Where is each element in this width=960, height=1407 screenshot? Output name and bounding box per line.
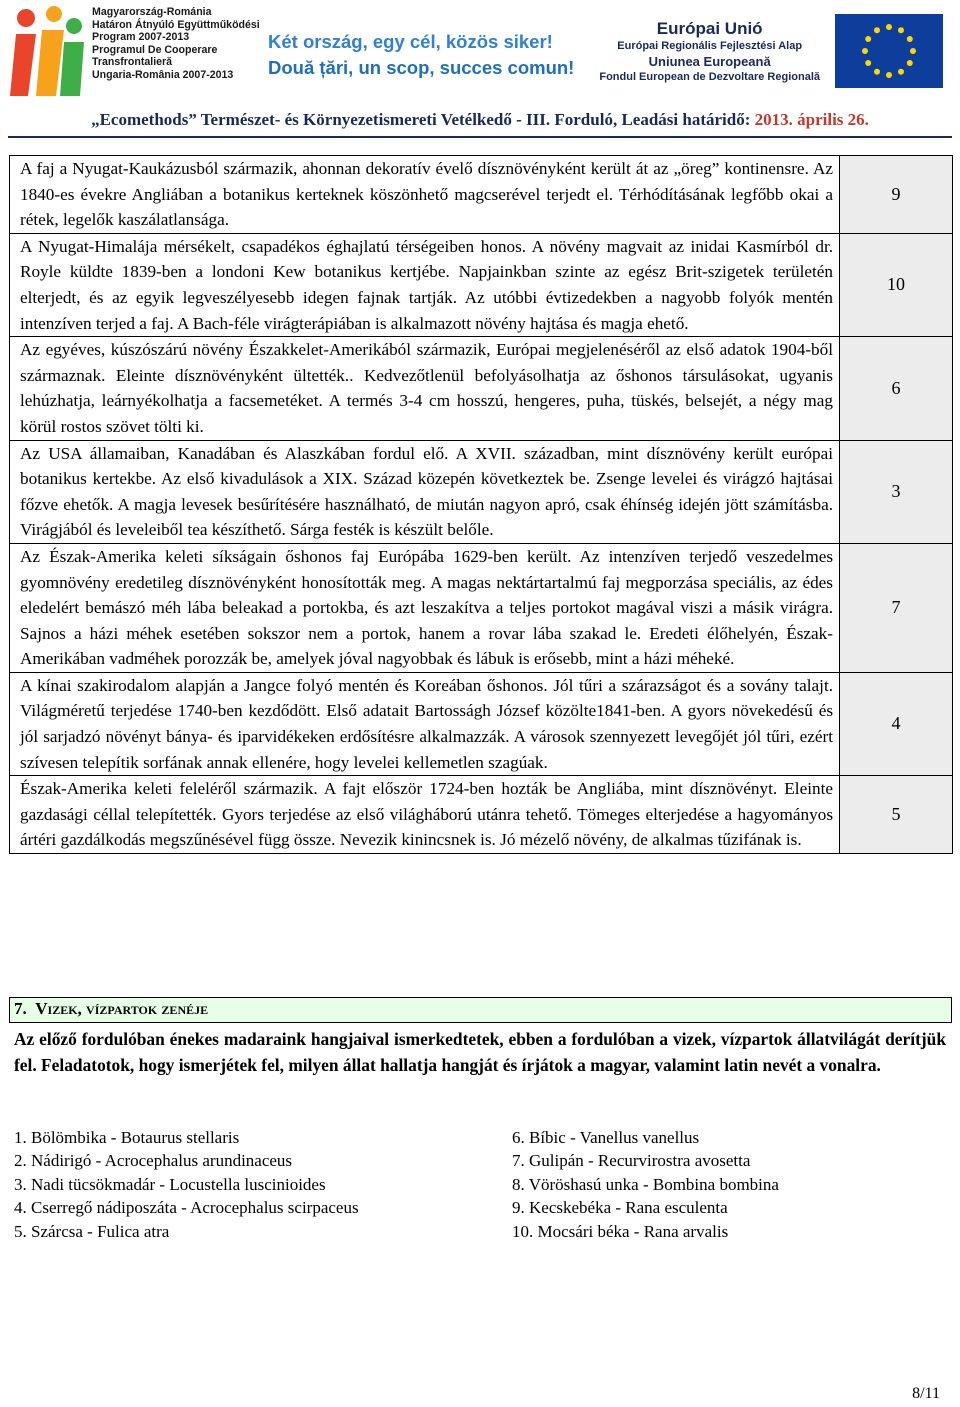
description-line: Napjainkban szinte az egész Brit-szigetek területén elterjedt, és az egyik legveszélyesebb — [20, 262, 834, 307]
species-item: 6. Bíbic - Vanellus vanellus — [512, 1128, 700, 1147]
description-line: Észak-Amerika keleti feleléről származik. A fajt először 1724-ben hozták be Angliába, mint — [20, 779, 683, 799]
description-line: porozzák be, amelyek jóval nagyobbak és lábuk is erősebb, mint a házi méheké. — [184, 649, 735, 669]
description-line: Az egyéves, kúszószárú növény Északkelet-Amerikából származik, Európai megjelenéséről az — [20, 340, 681, 360]
answer-number: 4 — [840, 672, 953, 775]
program-logo — [6, 4, 88, 100]
species-item: 1. Bölömbika - Botaurus stellaris — [14, 1128, 240, 1147]
species-list-left — [14, 1126, 359, 1243]
deadline-date: 2013. április 26. — [754, 110, 869, 129]
description-line: veszedelmes gyomnövény eredetileg dísznövényként honosították meg. A magas nektártartalmú — [20, 546, 834, 592]
contest-header-text: „Ecomethods” Természet- és Környezetismereti Vetélkedő - III. Forduló, Leadási határidő: — [91, 110, 755, 129]
description-line: Virágjából és leveleiből tea készíthető. Sárga festék is készült belőle. — [20, 520, 494, 540]
description-line: Nevezik kinincsnek is. Jó mézelő növény, de alkalmas tűzifának is. — [339, 830, 802, 850]
program-line: Ungaria-România 2007-2013 — [92, 68, 234, 81]
table-row — [10, 440, 953, 543]
eu-line: Európai Unió — [656, 19, 763, 38]
species-list-right — [512, 1126, 779, 1243]
answer-number: 5 — [840, 776, 953, 854]
eu-line: Európai Regionális Fejlesztési Alap — [617, 40, 803, 52]
eu-star-icon — [874, 27, 880, 33]
page-number: 8/11 — [912, 1385, 940, 1402]
table-row — [10, 156, 953, 234]
section-intro: Az előző fordulóban énekes madaraink hangjaival ismerkedtetek, ebben a fordulóban a vizek, vízpartok állatvilágát derítjük fel. Feladatotok, hogy ismerjétek fel, milyen állat hallatja hangját és írjátok a magyar, valamint latin nevét a vonalra. — [14, 1029, 946, 1075]
table-row — [10, 776, 953, 854]
table-row — [10, 337, 953, 440]
eu-star-icon — [907, 60, 913, 66]
eu-star-icon — [865, 36, 871, 42]
plant-description — [10, 776, 840, 854]
description-line: dísznövényt. Eleinte gazdasági céllal telepítették. Gyors terjedése az első világháború utánra — [20, 779, 833, 824]
slogan-romanian: Două țări, un scop, succes comun! — [268, 57, 575, 78]
table-row — [10, 672, 953, 775]
plant-description — [10, 233, 840, 336]
program-line: Határon Átnyúló Együttműködési — [92, 18, 260, 31]
description-line: A faj a Nyugat-Kaukázusból származik, ahonnan dekoratív évelő dísznövényként került át — [20, 159, 649, 178]
eu-flag-icon — [835, 14, 943, 88]
description-line: faj megporzása speciális, az édes eledelért bemászó méh lába beleakad a portokba, és azt — [20, 572, 833, 618]
species-item: 2. Nádirigó - Acrocephalus arundinaceus — [14, 1151, 293, 1171]
contest-header — [0, 110, 960, 130]
description-line: dísznövény került európai botanikus kertekbe. Az első kivadulások a XIX. Század közepén — [20, 443, 833, 489]
table-row — [10, 233, 953, 336]
description-line: idegen fajnak tartják. Az utóbbi évtizedekben a nagyobb folyók mentén intenzíven terjed a — [20, 287, 834, 333]
description-line: befolyásolhatja az őshonos társulásokat, ugyanis lehúzhatja, leárnyékolhatja a facsemetéket. A — [20, 365, 833, 411]
description-line: első adatok 1904-ből származnak. Eleinte dísznövényként ültették.. Kedvezőtlenül — [20, 340, 834, 385]
section-title — [14, 999, 208, 1019]
answer-number: 10 — [840, 233, 953, 336]
eu-star-icon — [898, 69, 904, 75]
header-banner — [0, 0, 960, 108]
eu-star-icon — [865, 60, 871, 66]
species-item: 8. Vöröshasú unka - Bombina bombina — [512, 1174, 779, 1194]
description-line: magcserével terjedt el. Térhódításának legfőbb okai a rétek, legelők kaszálatlansága. — [20, 184, 833, 230]
description-line: az inidai Kasmírból dr. Royle küldte 1839-ben a londoni Kew botanikus kertjébe. — [20, 236, 834, 282]
species-item: 4. Cserregő nádiposzáta - Acrocephalus scirpaceus — [14, 1198, 359, 1218]
plant-description — [10, 543, 840, 672]
description-line: iparvidékeken erdősítésre alkalmazzák. A városok szennyezett levegőjét jól tűri, ezért — [237, 727, 833, 747]
plant-description-table — [9, 155, 953, 854]
section-heading: Vizek, vízpartok zenéje — [35, 999, 209, 1018]
eu-line: Uniunea Europeană — [648, 54, 771, 69]
description-line: az „öreg” kontinensre. Az 1840-es évekre Angliában a botanikus kerteknek köszönhető — [20, 159, 833, 204]
description-line: termés 3-4 cm hosszú, hengeres, puha, tüskés, belsejét, a négy mag körül rostos szövet tölti ki. — [20, 391, 834, 436]
plant-description — [10, 672, 840, 775]
answer-number: 3 — [840, 440, 953, 543]
eu-star-icon — [886, 72, 892, 78]
species-item: 5. Szárcsa - Fulica atra — [14, 1221, 170, 1241]
species-item: 10. Mocsári béka - Rana arvalis — [512, 1221, 729, 1241]
answer-number: 6 — [840, 337, 953, 440]
header-divider — [8, 136, 952, 138]
section-number: 7. — [14, 999, 27, 1018]
description-line: Az USA államaiban, Kanadában és Alaszkában fordul elő. A XVII. században, mint — [20, 443, 639, 463]
program-line: Programul De Cooperare — [92, 43, 218, 56]
eu-fund-text — [599, 18, 820, 85]
plant-description — [10, 337, 840, 440]
description-line: Bartosságh József közölte1841-ben. A gyors növekedésű és jól sarjadzó növényt bánya- és — [20, 701, 834, 747]
description-line: nem a portok, hanem a rovar lába szakad le. Eredeti élőhelyén, Észak-Amerikában vadméhek — [20, 623, 833, 669]
description-line: besűrítésére használható, de miután nagyon apró, csak éhínség idején jött számításba. — [237, 494, 833, 514]
eu-star-icon — [907, 36, 913, 42]
description-line: következtek be. Zsenge levelei és virágzó hajtásai főzve ehetők. A magja levesek — [20, 469, 833, 514]
description-line: A Nyugat-Himalája mérsékelt, csapadékos éghajlatú térségeiben honos. A növény magvait — [20, 236, 663, 256]
eu-star-icon — [874, 69, 880, 75]
program-line: Program 2007-2013 — [92, 31, 190, 44]
answer-number: 7 — [840, 543, 953, 672]
eu-star-icon — [910, 48, 916, 54]
program-line: Magyarország-Románia — [92, 6, 212, 18]
description-line: leszakítva a teljes portokot magával viszi a másik virágra. Sajnos a házi méhek esetében sokszor — [20, 598, 833, 643]
plant-description — [10, 156, 840, 234]
species-item: 9. Kecskebéka - Rana esculenta — [512, 1198, 728, 1218]
eu-star-icon — [862, 48, 868, 54]
description-line: tehető. Tömeges elterjedése a hagyományos ártéri gazdálkodás megszűnésével függ össze. — [20, 804, 834, 850]
program-name — [92, 6, 262, 82]
description-line: faj. A Bach-féle virágterápiában is alkalmazott növény hajtása és magja ehető. — [151, 313, 689, 333]
slogan-hungarian: Két ország, egy cél, közös siker! — [268, 31, 553, 52]
answer-number: 9 — [840, 156, 953, 234]
table-row — [10, 543, 953, 672]
species-item: 3. Nadi tücsökmadár - Locustella luscinioides — [14, 1174, 326, 1194]
eu-line: Fondul European de Dezvoltare Regională — [599, 71, 820, 83]
description-line: szívesen telepítik sorfának annak ellenére, hogy levelei kellemetlen szagúak. — [20, 752, 548, 772]
eu-star-icon — [886, 24, 892, 30]
program-line: Transfrontalieră — [92, 56, 173, 69]
description-line: A kínai szakirodalom alapján a Jangce folyó mentén és Koreában őshonos. Jól tűri a — [20, 675, 617, 695]
description-line: szárazságot és a sovány talajt. Világméretű terjedése 1740-ben kezdődött. Első adatait — [20, 675, 834, 721]
eu-star-icon — [898, 27, 904, 33]
species-item: 7. Gulipán - Recurvirostra avosetta — [512, 1151, 751, 1171]
description-line: Az Észak-Amerika keleti síkságain őshonos faj Európába 1629-ben került. Az intenzíven terjedő — [20, 546, 738, 566]
plant-description — [10, 440, 840, 543]
